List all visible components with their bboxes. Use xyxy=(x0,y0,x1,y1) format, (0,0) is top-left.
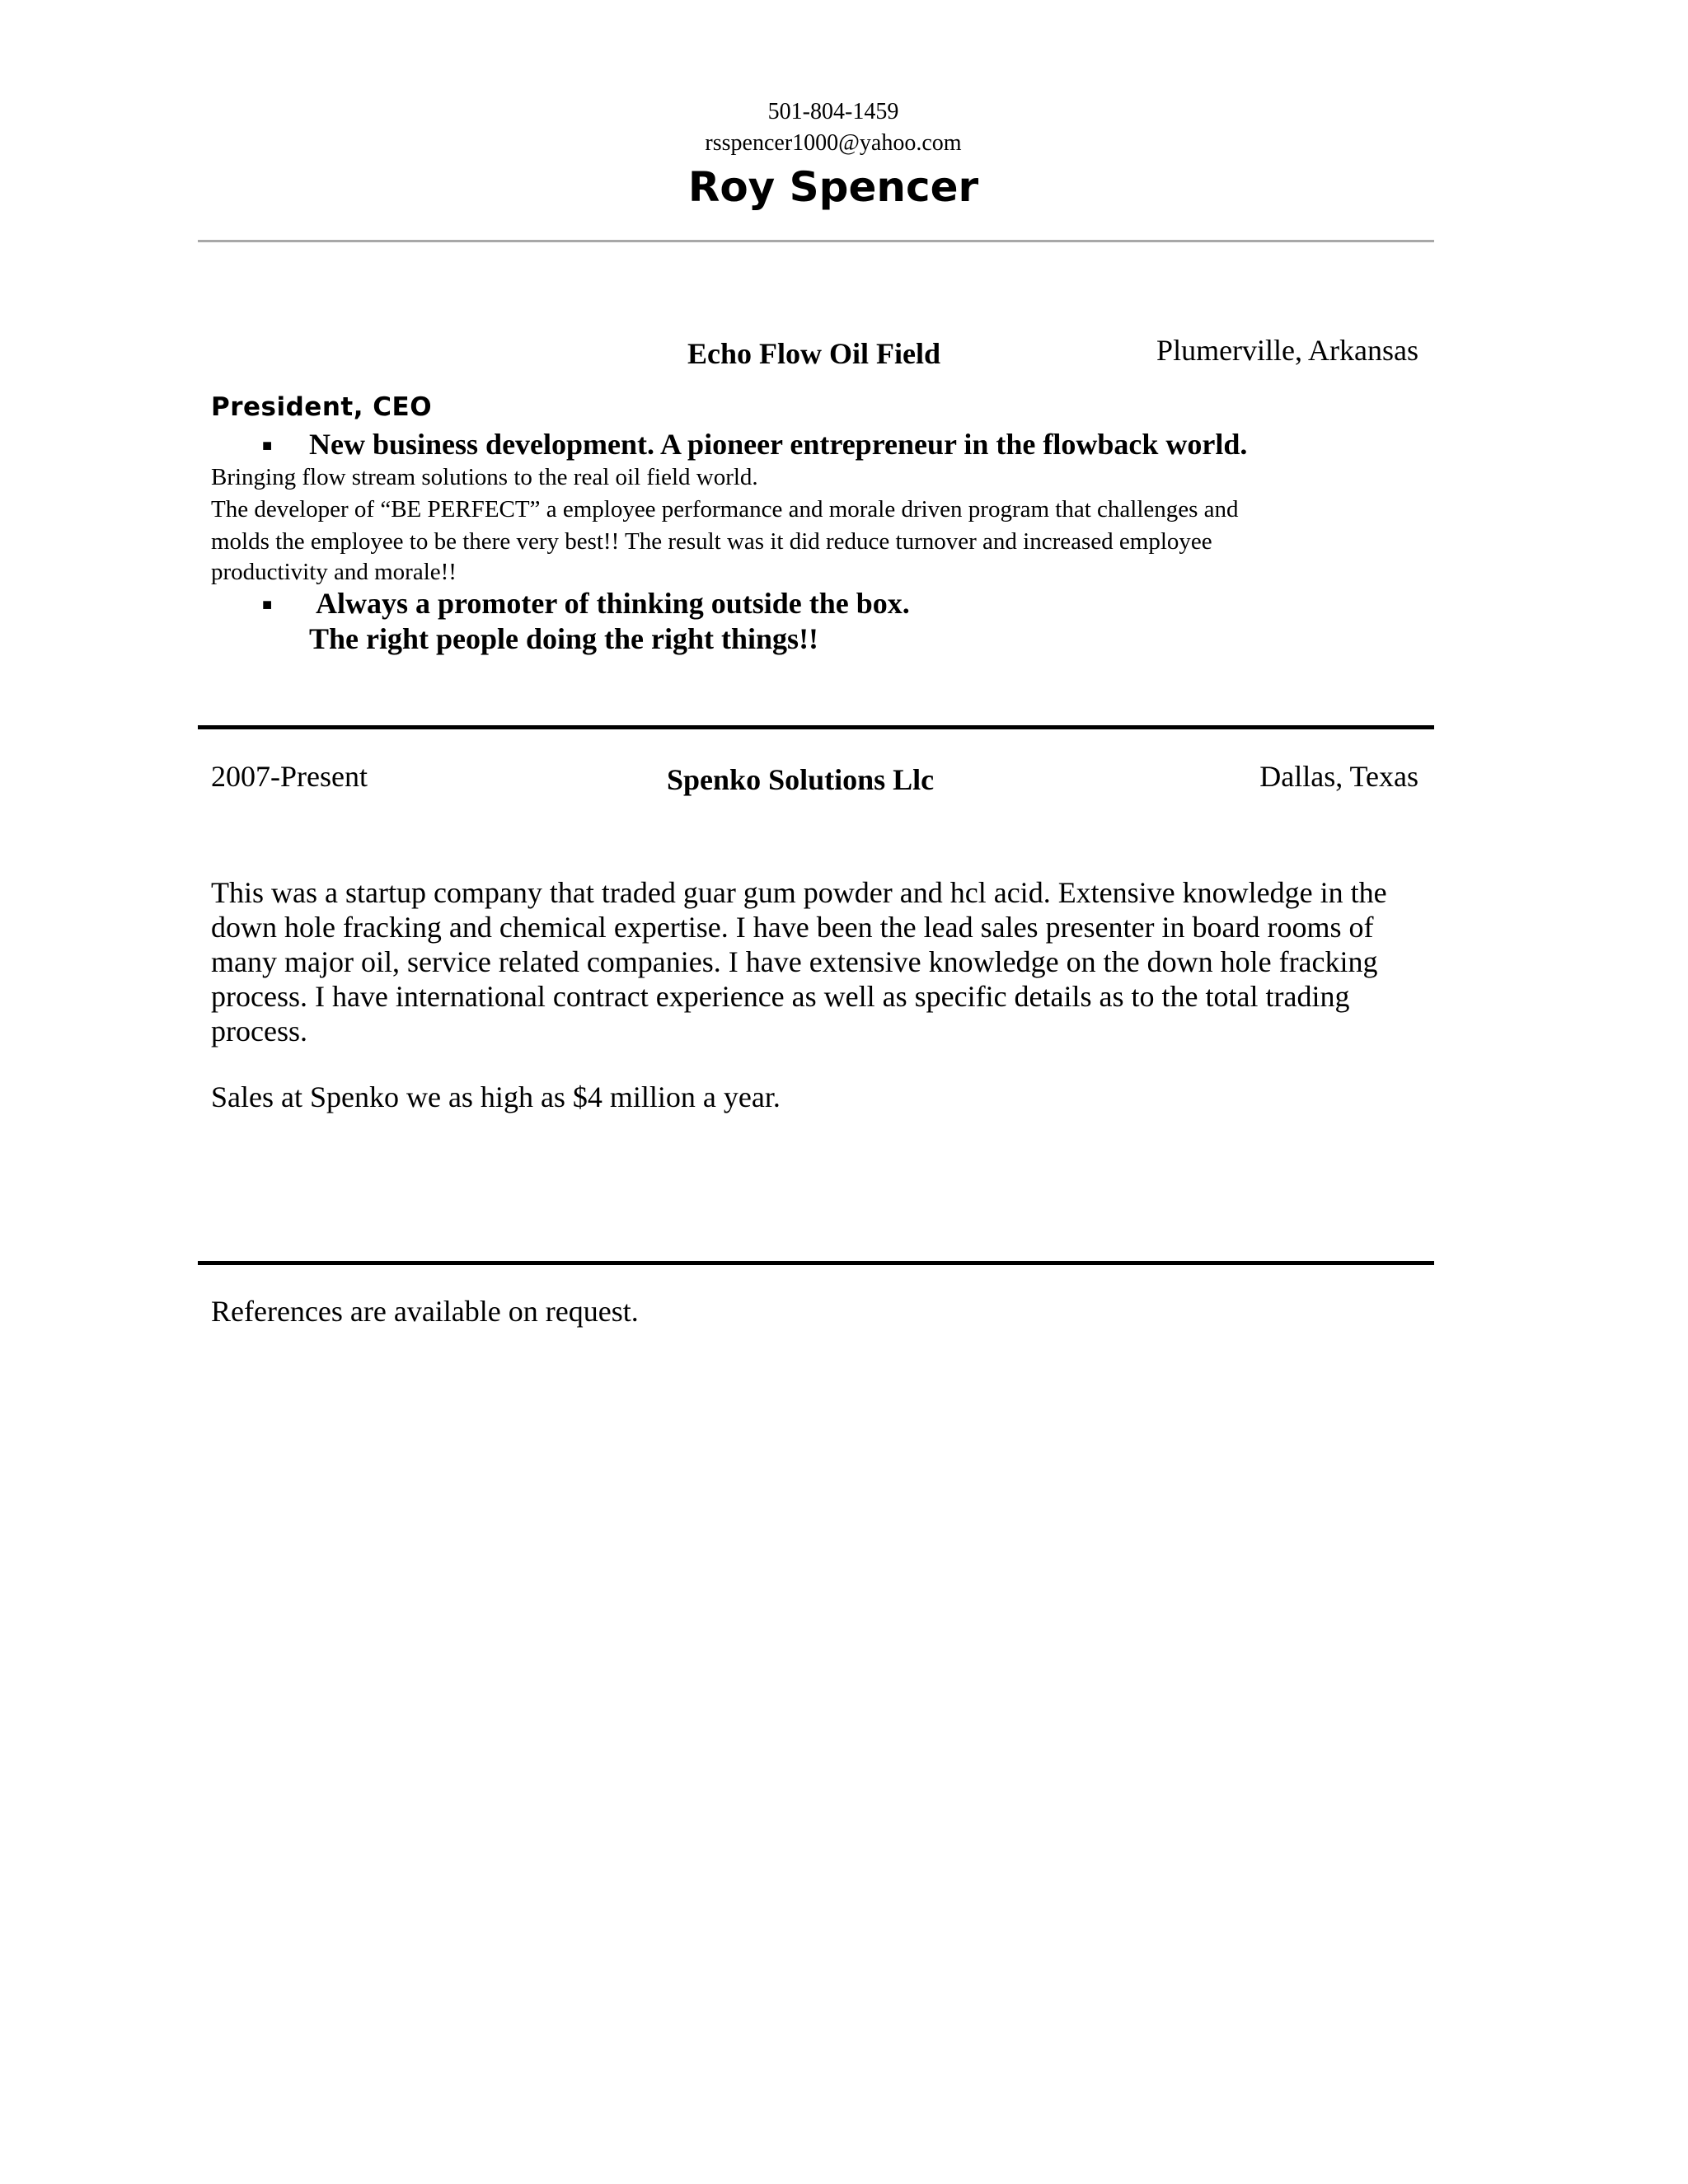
job1-line-1: Bringing flow stream solutions to the real oil field world. xyxy=(211,464,758,490)
header-divider xyxy=(198,240,1434,242)
job1-line-2: The developer of “BE PERFECT” a employee performance and morale driven program that challenges and xyxy=(211,496,1239,523)
job1-bullet-2: Always a promoter of thinking outside the box. xyxy=(316,587,910,620)
job1-bullet-1: New business development. A pioneer entrepreneur in the flowback world. xyxy=(309,428,1248,461)
job1-line-4: productivity and morale!! xyxy=(211,559,457,585)
job2-dates: 2007-Present xyxy=(211,760,368,793)
job2-location: Dallas, Texas xyxy=(1259,760,1418,793)
job2-sales: Sales at Spenko we as high as $4 million a year. xyxy=(211,1080,781,1113)
bullet-square-icon: ■ xyxy=(262,437,273,455)
section-divider xyxy=(198,1261,1434,1265)
job2-line-2: down hole fracking and chemical expertise. I have been the lead sales presenter in board rooms of xyxy=(211,911,1374,944)
job1-bullet-2-continuation: The right people doing the right things!! xyxy=(309,622,819,655)
section-divider xyxy=(198,725,1434,729)
job2-company: Spenko Solutions Llc xyxy=(667,763,935,796)
email-address: rsspencer1000@yahoo.com xyxy=(705,130,962,156)
bullet-square-icon: ■ xyxy=(262,596,273,614)
job2-line-5: process. xyxy=(211,1015,307,1047)
job2-line-3: many major oil, service related companies. I have extensive knowledge on the down hole fracking xyxy=(211,945,1378,978)
job1-location: Plumerville, Arkansas xyxy=(1156,334,1418,367)
job1-company: Echo Flow Oil Field xyxy=(687,337,941,370)
applicant-name: Roy Spencer xyxy=(687,163,979,211)
job2-line-1: This was a startup company that traded guar gum powder and hcl acid. Extensive knowledge in the xyxy=(211,876,1387,909)
job1-title: President, CEO xyxy=(211,392,433,422)
job1-line-3: molds the employee to be there very best!! The result was it did reduce turnover and increased employee xyxy=(211,528,1212,555)
phone-number: 501-804-1459 xyxy=(767,99,899,124)
job2-line-4: process. I have international contract experience as well as specific details as to the total trading xyxy=(211,980,1350,1013)
references-note: References are available on request. xyxy=(211,1295,639,1328)
